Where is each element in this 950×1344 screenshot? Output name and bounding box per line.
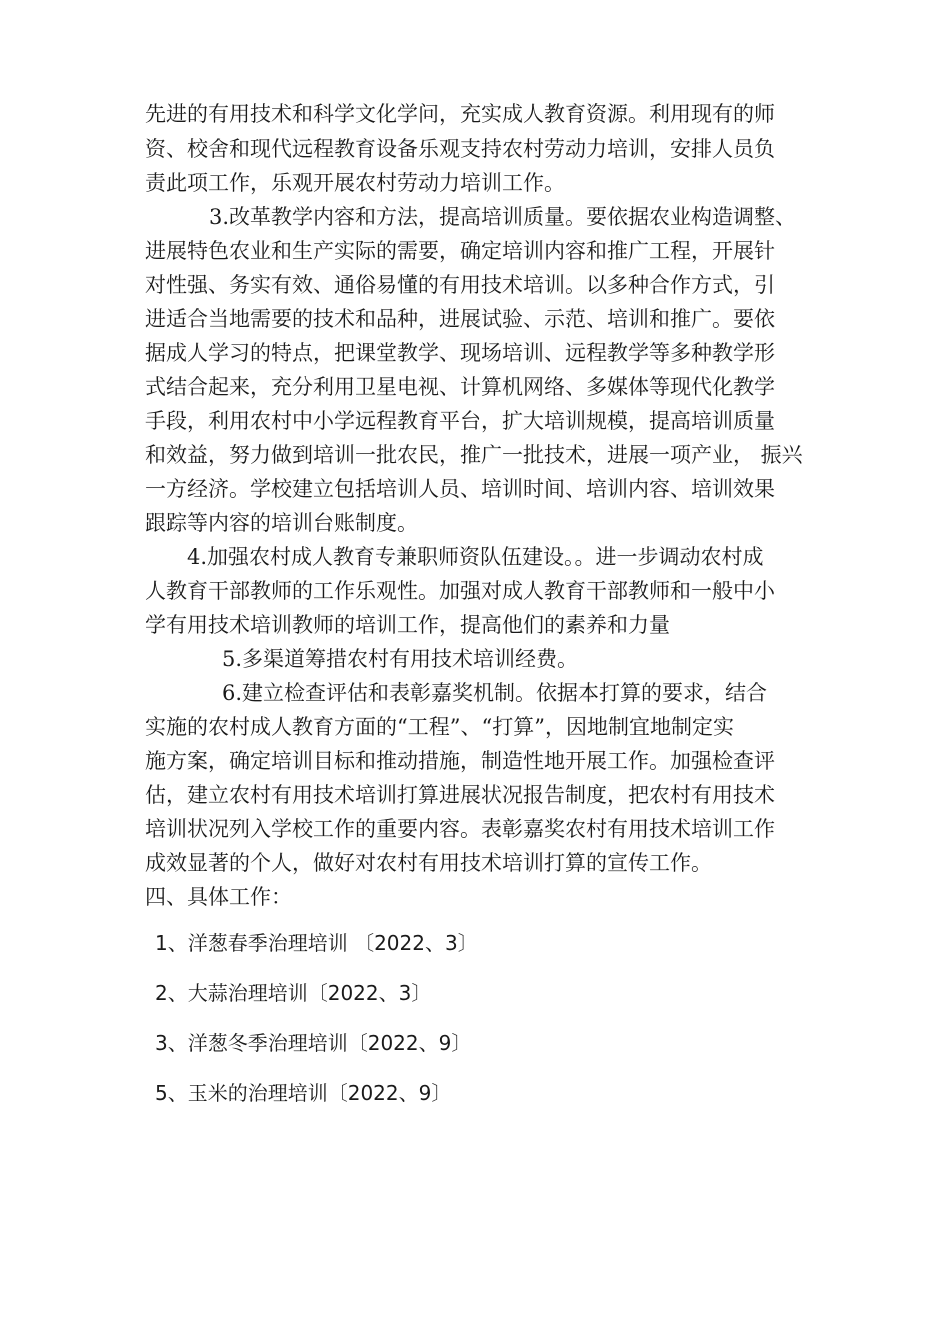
section-heading: 四、具体工作： — [145, 885, 292, 909]
work-item-1: 1、洋葱春季治理培训 〔2022、3〕 — [155, 931, 478, 955]
paragraph-5-line-1: 5.多渠道筹措农村有用技术培训经费。 — [222, 647, 579, 671]
paragraph-3-line-4: 进适合当地需要的技术和品种，进展试验、示范、培训和推广。要依 — [145, 307, 775, 331]
paragraph-6-line-1: 6.建立检查评估和表彰嘉奖机制。依据本打算的要求，结合 — [222, 681, 768, 705]
paragraph-6-line-5: 培训状况列入学校工作的重要内容。表彰嘉奖农村有用技术培训工作 — [145, 817, 775, 841]
paragraph-6-line-6: 成效显著的个人，做好对农村有用技术培训打算的宣传工作。 — [145, 851, 712, 875]
paragraph-3-line-10: 跟踪等内容的培训台账制度。 — [145, 511, 418, 535]
paragraph-1-line-2: 资、校舍和现代远程教育设备乐观支持农村劳动力培训，安排人员负 — [145, 137, 775, 161]
work-item-2: 2、大蒜治理培训〔2022、3〕 — [155, 981, 432, 1005]
paragraph-3-line-5: 据成人学习的特点，把课堂教学、现场培训、远程教学等多种教学形 — [145, 341, 775, 365]
paragraph-3-line-1: 3.改革教学内容和方法，提高培训质量。要依据农业构造调整、 — [209, 205, 797, 229]
paragraph-3-line-6: 式结合起来，充分利用卫星电视、计算机网络、多媒体等现代化教学 — [145, 375, 775, 399]
paragraph-4-line-3: 学有用技术培训教师的培训工作，提高他们的素养和力量 — [145, 613, 670, 637]
paragraph-3-line-9: 一方经济。学校建立包括培训人员、培训时间、培训内容、培训效果 — [145, 477, 775, 501]
paragraph-3-line-3: 对性强、务实有效、通俗易懂的有用技术培训。以多种合作方式，引 — [145, 273, 775, 297]
paragraph-1-line-3: 责此项工作，乐观开展农村劳动力培训工作。 — [145, 171, 565, 195]
paragraph-3-line-8: 和效益，努力做到培训一批农民，推广一批技术，进展一项产业， 振兴 — [145, 443, 803, 467]
paragraph-1-line-1: 先进的有用技术和科学文化学问，充实成人教育资源。利用现有的师 — [145, 102, 775, 126]
work-item-4: 5、玉米的治理培训〔2022、9〕 — [155, 1081, 452, 1105]
paragraph-3-line-2: 进展特色农业和生产实际的需要，确定培训内容和推广工程，开展针 — [145, 239, 775, 263]
paragraph-6-line-4: 估，建立农村有用技术培训打算进展状况报告制度，把农村有用技术 — [145, 783, 775, 807]
paragraph-6-line-3: 施方案，确定培训目标和推动措施，制造性地开展工作。加强检查评 — [145, 749, 775, 773]
paragraph-3-line-7: 手段，利用农村中小学远程教育平台，扩大培训规模，提高培训质量 — [145, 409, 775, 433]
work-item-3: 3、洋葱冬季治理培训〔2022、9〕 — [155, 1031, 472, 1055]
paragraph-4-line-1: 4.加强农村成人教育专兼职师资队伍建设。。进一步调动农村成 — [187, 545, 764, 569]
paragraph-4-line-2: 人教育干部教师的工作乐观性。加强对成人教育干部教师和一般中小 — [145, 579, 775, 603]
paragraph-6-line-2: 实施的农村成人教育方面的“工程”、“打算”，因地制宜地制定实 — [145, 715, 734, 739]
